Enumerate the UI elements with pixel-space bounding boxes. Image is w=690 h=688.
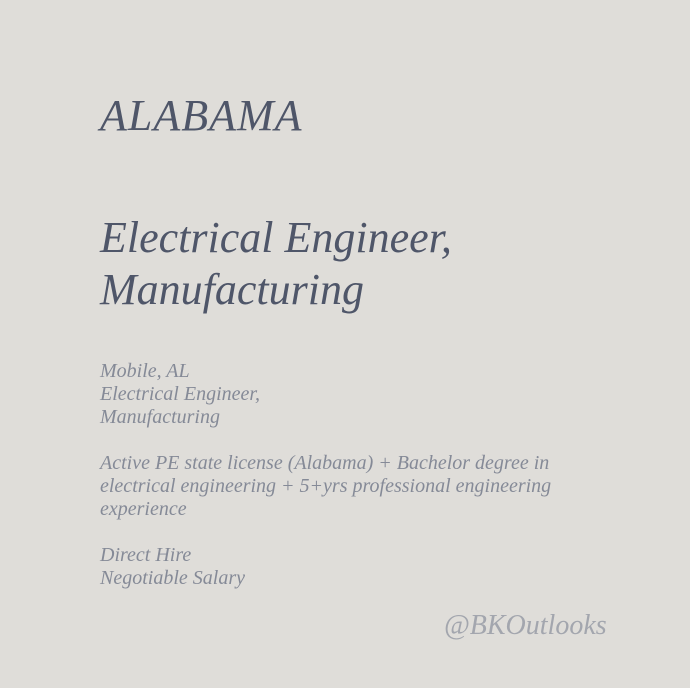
location-text: Mobile, AL <box>100 360 190 382</box>
hire-type-text: Direct Hire <box>100 544 192 566</box>
job-details <box>100 360 620 590</box>
requirements-line-3: experience <box>100 498 187 520</box>
spacer <box>100 521 620 544</box>
salary-text: Negotiable Salary <box>100 567 245 589</box>
requirements-line-1: Active PE state license (Alabama) + Bachelor degree in <box>100 452 550 474</box>
requirements-line-2: electrical engineering + 5+yrs professional engineering <box>100 475 552 497</box>
job-title <box>100 212 452 316</box>
job-title-line-2: Manufacturing <box>100 265 364 314</box>
social-handle: @BKOutlooks <box>444 610 607 641</box>
role-line-1: Electrical Engineer, <box>100 383 260 405</box>
role-line-2: Manufacturing <box>100 406 220 428</box>
job-title-line-1: Electrical Engineer, <box>100 213 452 262</box>
spacer <box>100 429 620 452</box>
state-heading: ALABAMA <box>100 91 303 140</box>
